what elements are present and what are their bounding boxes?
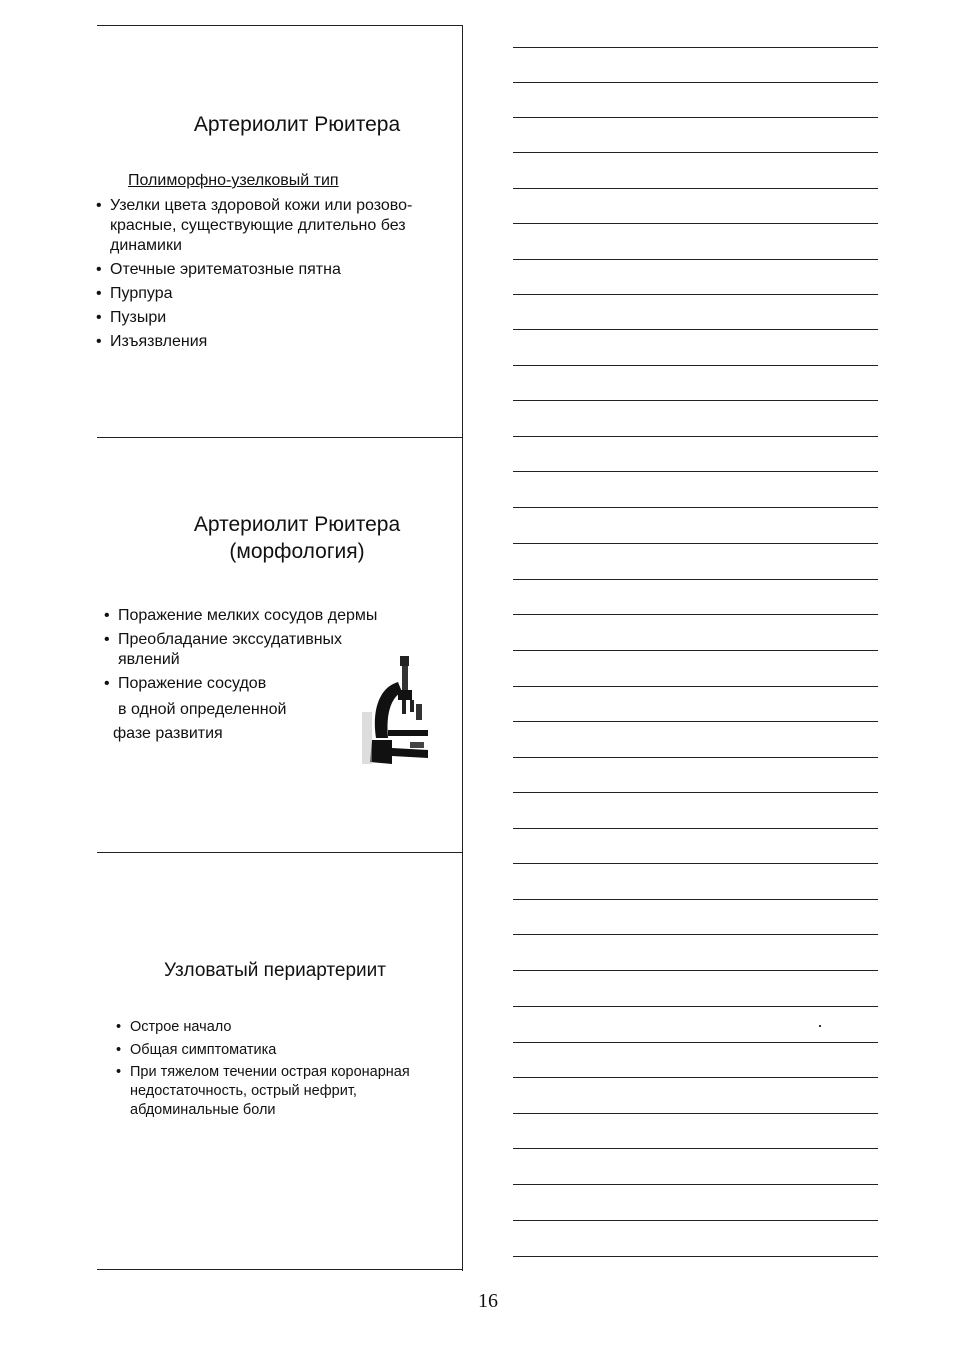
slide-2-title-line-2: (морфология) (229, 540, 365, 563)
slide-2-continuation-line-1: в одной определенной (118, 701, 287, 718)
note-line (513, 899, 878, 900)
list-item: • Поражение сосудов (104, 674, 374, 694)
note-line (513, 1006, 878, 1007)
microscope-icon (358, 652, 438, 772)
page-number: 16 (478, 1290, 498, 1312)
list-item: • Пурпура (96, 284, 441, 304)
note-line (513, 792, 878, 793)
note-line (513, 82, 878, 83)
note-line (513, 934, 878, 935)
slide-2-continuation-line-2: фазе развития (113, 725, 223, 742)
note-line (513, 1220, 878, 1221)
list-item: • Преобладание экссудативных явлений (104, 630, 374, 670)
slide-frame-right-border (462, 25, 463, 1271)
slide-3-bottom-border (97, 1269, 462, 1270)
note-line (513, 721, 878, 722)
slide-1-bullet-list (96, 196, 441, 356)
note-line (513, 1256, 878, 1257)
note-line (513, 1184, 878, 1185)
note-line (513, 970, 878, 971)
note-line (513, 188, 878, 189)
list-item: • Острое начало (116, 1017, 416, 1037)
note-line (513, 294, 878, 295)
note-line (513, 47, 878, 48)
note-line (513, 436, 878, 437)
slide-1-bottom-border (97, 437, 462, 438)
note-line (513, 1042, 878, 1043)
note-line (513, 117, 878, 118)
note-line (513, 1113, 878, 1114)
note-line (513, 543, 878, 544)
note-line (513, 329, 878, 330)
note-line (513, 507, 878, 508)
ink-speck (819, 1025, 821, 1027)
list-item: • Изъязвления (96, 332, 441, 352)
note-line (513, 259, 878, 260)
list-item: • Отечные эритематозные пятна (96, 260, 441, 280)
note-line (513, 1148, 878, 1149)
list-item: • Поражение мелких сосудов дермы (104, 606, 374, 626)
list-item: • Пузыри (96, 308, 441, 328)
note-line (513, 152, 878, 153)
note-line (513, 757, 878, 758)
slide-1-subtitle: Полиморфно-узелковый тип (128, 172, 339, 189)
slide-2-bullet-list (104, 606, 378, 698)
slide-3-title: Узловатый периартериит (164, 960, 386, 981)
note-line (513, 471, 878, 472)
note-line (513, 863, 878, 864)
note-line (513, 579, 878, 580)
note-line (513, 828, 878, 829)
slide-3-bullet-list (116, 1017, 416, 1124)
note-line (513, 365, 878, 366)
note-line (513, 1077, 878, 1078)
slide-2-title-line-1: Артериолит Рюитера (193, 513, 401, 536)
list-item: • Общая симптоматика (116, 1040, 416, 1060)
slide-1-title: Артериолит Рюитера (193, 113, 401, 136)
list-item: • При тяжелом течении острая коронарная недостаточность, острый нефрит, абдоминальные боли (116, 1063, 416, 1120)
note-line (513, 614, 878, 615)
note-line (513, 686, 878, 687)
note-line (513, 400, 878, 401)
note-line (513, 650, 878, 651)
slide-2-bottom-border (97, 852, 462, 853)
list-item: • Узелки цвета здоровой кожи или розово-красные, существующие длительно без динамики (96, 196, 441, 256)
note-line (513, 223, 878, 224)
slide-1-top-border (97, 25, 462, 26)
